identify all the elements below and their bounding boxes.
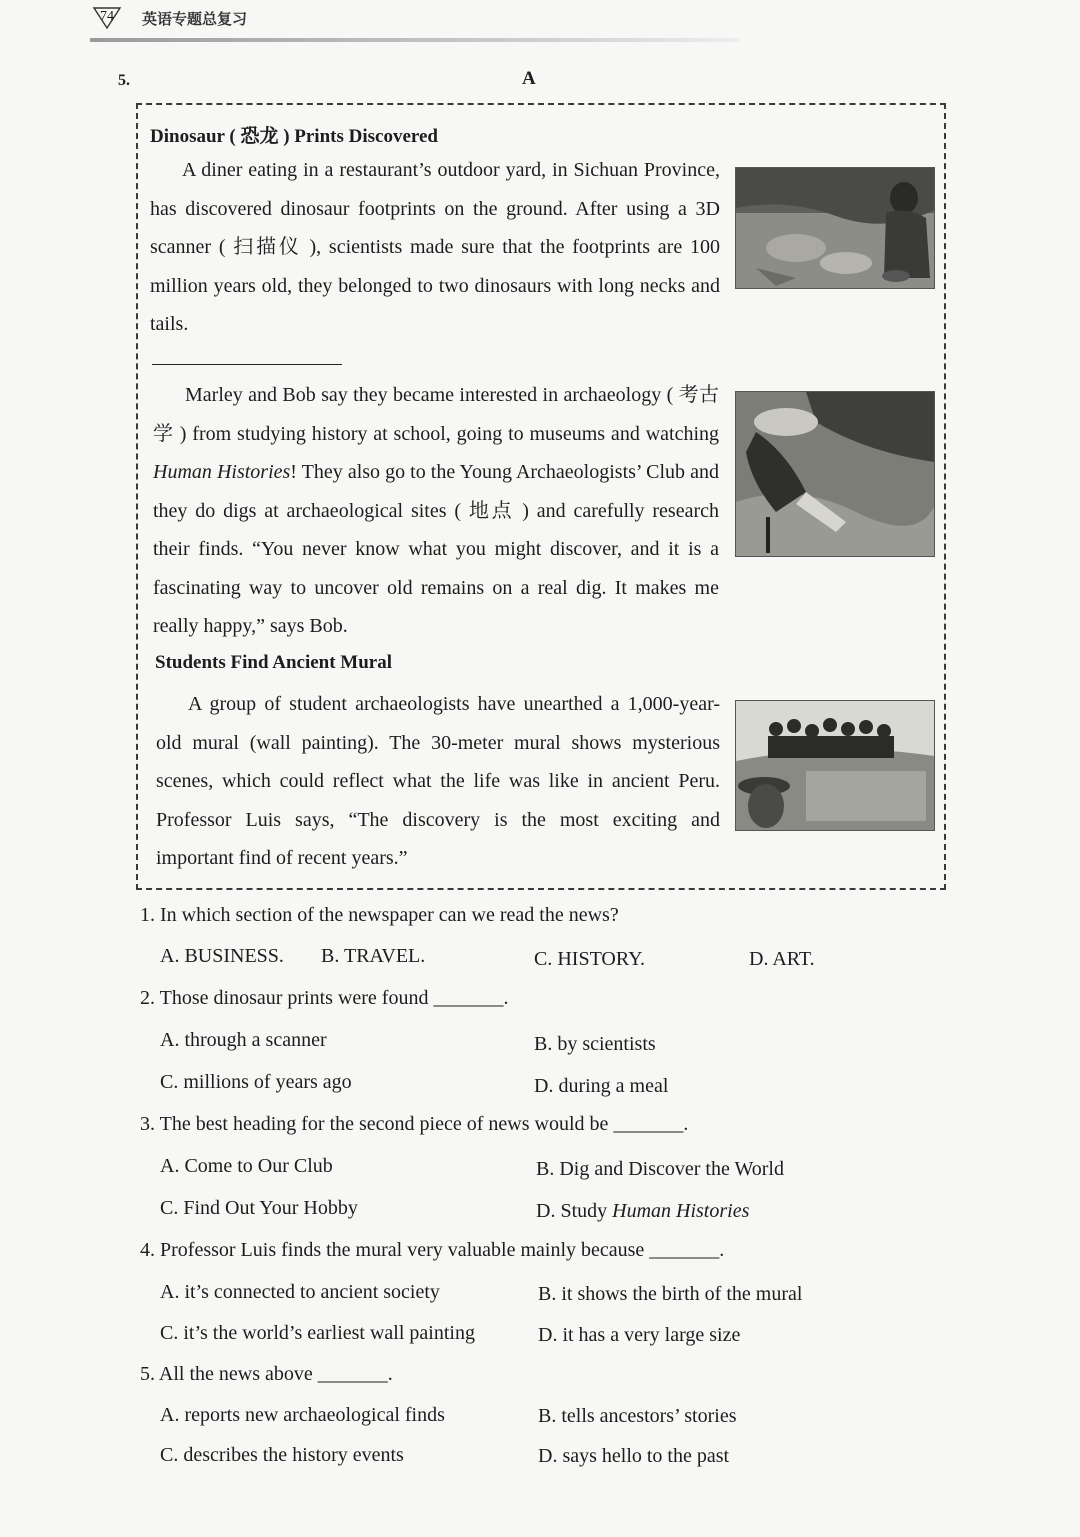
question-3-option-d-text: D. Study bbox=[536, 1200, 613, 1222]
news3-text: A group of student archaeologists have unearthed a 1,000-year-old mural (wall painting). The 30-meter mural shows mysterious scenes, which could reflect what the life was like in ancient Peru. Professor Luis says, “The discovery is the most exciting and important find of recent years.” bbox=[156, 693, 720, 869]
news1-photo bbox=[735, 167, 935, 289]
news2-text-part1: Marley and Bob say they became interested in archaeology ( 考古学 ) from studying history at school, going to museums and watching bbox=[153, 384, 719, 445]
question-number: 5. bbox=[118, 72, 130, 89]
page-number-badge bbox=[92, 4, 122, 30]
question-2-stem: 2. Those dinosaur prints were found _______. bbox=[140, 987, 509, 1009]
question-4-option-d[interactable]: D. it has a very large size bbox=[538, 1324, 741, 1346]
question-1-option-b[interactable]: B. TRAVEL. bbox=[321, 945, 426, 967]
question-3-option-a[interactable]: A. Come to Our Club bbox=[160, 1155, 333, 1177]
dinosaur-footprint-photo bbox=[736, 168, 934, 288]
news1-body bbox=[150, 151, 720, 344]
news1-title: Dinosaur ( 恐龙 ) Prints Discovered bbox=[150, 126, 438, 147]
question-5-option-b[interactable]: B. tells ancestors’ stories bbox=[538, 1405, 737, 1427]
question-2-option-b[interactable]: B. by scientists bbox=[534, 1033, 656, 1055]
question-3-option-d[interactable] bbox=[536, 1200, 749, 1223]
page-header bbox=[0, 0, 1080, 50]
news2-text bbox=[153, 376, 719, 646]
question-1-stem: 1. In which section of the newspaper can we read the news? bbox=[140, 904, 619, 926]
question-3-option-b[interactable]: B. Dig and Discover the World bbox=[536, 1158, 784, 1180]
book-title: 英语专题总复习 bbox=[142, 10, 248, 28]
question-3-option-d-italic: Human Histories bbox=[612, 1200, 750, 1222]
archaeology-dig-photo bbox=[736, 392, 934, 556]
question-2-option-d[interactable]: D. during a meal bbox=[534, 1075, 669, 1097]
news3-photo bbox=[735, 700, 935, 831]
news1-text: A diner eating in a restaurant’s outdoor yard, in Sichuan Province, has discovered dinosaur footprints on the ground. After using a 3D scanner ( 扫描仪 ), scientists made sure that the footprints are 100 million years old, they belonged to two dinosaurs with long necks and tails. bbox=[150, 159, 720, 335]
news3-title: Students Find Ancient Mural bbox=[155, 652, 393, 673]
question-5-option-a[interactable]: A. reports new archaeological finds bbox=[160, 1404, 445, 1426]
question-1-option-d[interactable]: D. ART. bbox=[749, 948, 815, 970]
question-1-option-c[interactable]: C. HISTORY. bbox=[534, 948, 645, 970]
news-divider bbox=[152, 364, 342, 365]
question-3-stem: 3. The best heading for the second piece of news would be _______. bbox=[140, 1113, 689, 1135]
question-2-option-a[interactable]: A. through a scanner bbox=[160, 1029, 327, 1051]
question-5-option-d[interactable]: D. says hello to the past bbox=[538, 1445, 730, 1467]
question-5-option-c[interactable]: C. describes the history events bbox=[160, 1444, 404, 1466]
question-4-stem: 4. Professor Luis finds the mural very valuable mainly because _______. bbox=[140, 1239, 725, 1261]
question-2-option-c[interactable]: C. millions of years ago bbox=[160, 1071, 352, 1093]
question-1-option-a[interactable]: A. BUSINESS. bbox=[160, 945, 284, 967]
news2-body-top bbox=[153, 376, 719, 646]
news2-text-part2: ! They also go to the Young Archaeologists’ Club and they do digs at archaeological sites ( 地点 ) and carefully research their finds. “You never know what you might discover, and it is a fascinating way to uncover old remains on a real dig. It makes me really happy,” says Bob. bbox=[153, 461, 719, 637]
page-number: 74 bbox=[100, 9, 114, 24]
header-divider bbox=[90, 38, 740, 42]
question-3-option-c[interactable]: C. Find Out Your Hobby bbox=[160, 1197, 358, 1219]
question-4-option-a[interactable]: A. it’s connected to ancient society bbox=[160, 1281, 440, 1303]
question-4-option-b[interactable]: B. it shows the birth of the mural bbox=[538, 1283, 803, 1305]
news3-body bbox=[156, 685, 720, 878]
mural-discovery-photo bbox=[736, 701, 934, 830]
news2-photo bbox=[735, 391, 935, 557]
question-5-stem: 5. All the news above _______. bbox=[140, 1363, 393, 1385]
question-4-option-c[interactable]: C. it’s the world’s earliest wall painting bbox=[160, 1322, 475, 1344]
news2-text-italic: Human Histories bbox=[153, 461, 291, 483]
section-letter: A bbox=[522, 68, 536, 89]
